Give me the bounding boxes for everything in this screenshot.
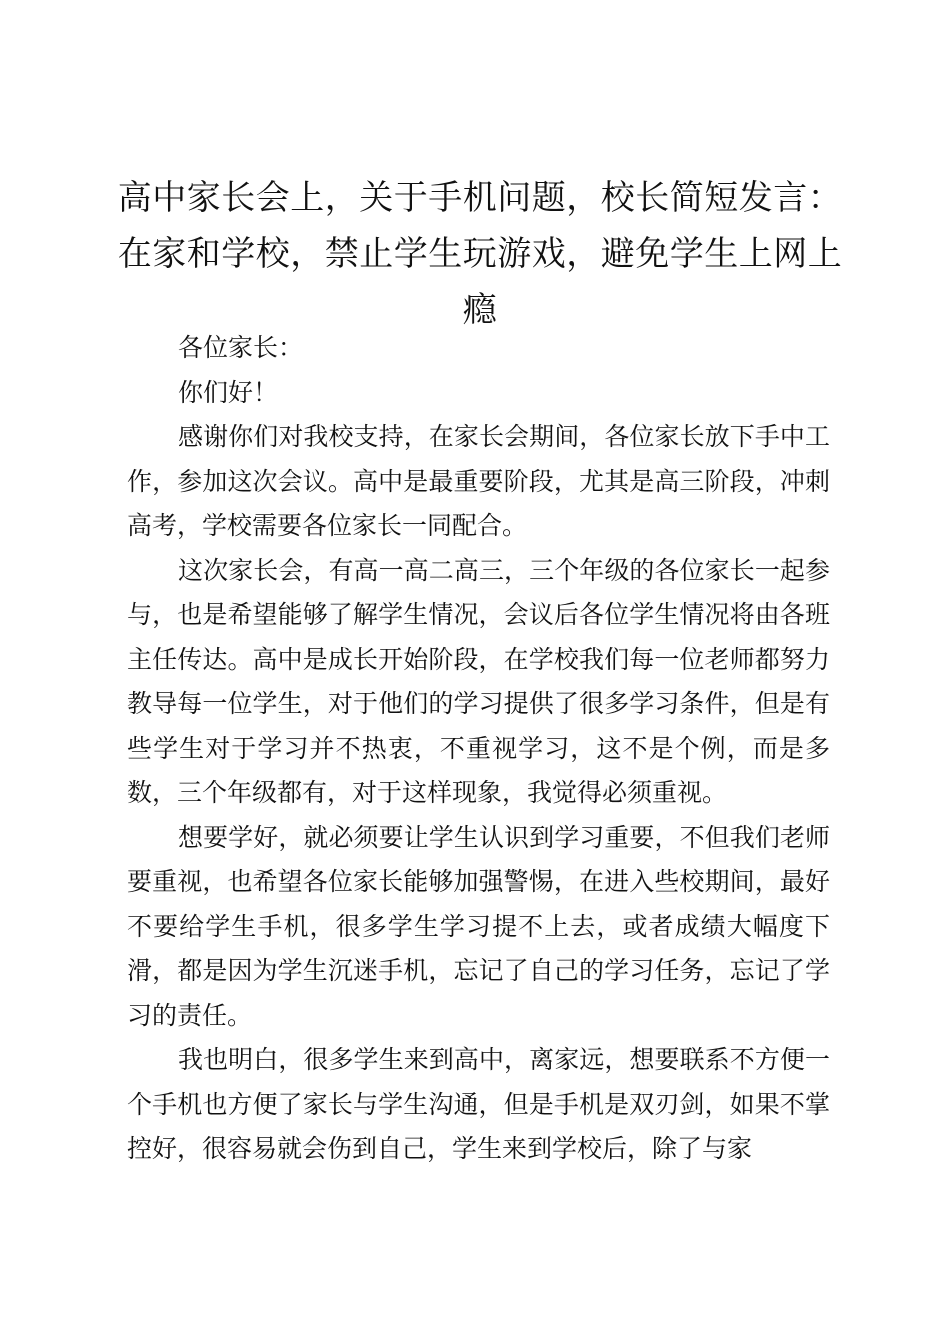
body-paragraph: 这次家长会，有高一高二高三，三个年级的各位家长一起参与，也是希望能够了解学生情况，会议后各位学生情况将由各班主任传达。高中是成长开始阶段，在学校我们每一位老师都努力教导每一位学生，对于他们的学习提供了很多学习条件，但是有些学生对于学习并不热衷，不重视学习，这不是个例，而是多数，三个年级都有，对于这样现象，我觉得必须重视。 <box>127 555 830 807</box>
document-title: 高中家长会上，关于手机问题，校长简短发言：在家和学校，禁止学生玩游戏，避免学生上网上瘾 <box>117 178 843 330</box>
salutation: 各位家长： <box>178 333 304 362</box>
greeting: 你们好！ <box>178 377 279 407</box>
body-paragraph: 想要学好，就必须要让学生认识到学习重要，不但我们老师要重视，也希望各位家长能够加强警惕，在进入些校期间，最好不要给学生手机，很多学生学习提不上去，或者成绩大幅度下滑，都是因为学生沉迷手机，忘记了自己的学习任务，忘记了学习的责任。 <box>127 822 830 1030</box>
document-body <box>127 326 830 1172</box>
body-paragraph: 我也明白，很多学生来到高中，离家远，想要联系不方便一个手机也方便了家长与学生沟通，但是手机是双刃剑，如果不掌控好，很容易就会伤到自己，学生来到学校后，除了与家 <box>127 1045 830 1163</box>
body-paragraph: 感谢你们对我校支持，在家长会期间，各位家长放下手中工作，参加这次会议。高中是最重要阶段，尤其是高三阶段，冲刺高考，学校需要各位家长一同配合。 <box>127 422 830 540</box>
